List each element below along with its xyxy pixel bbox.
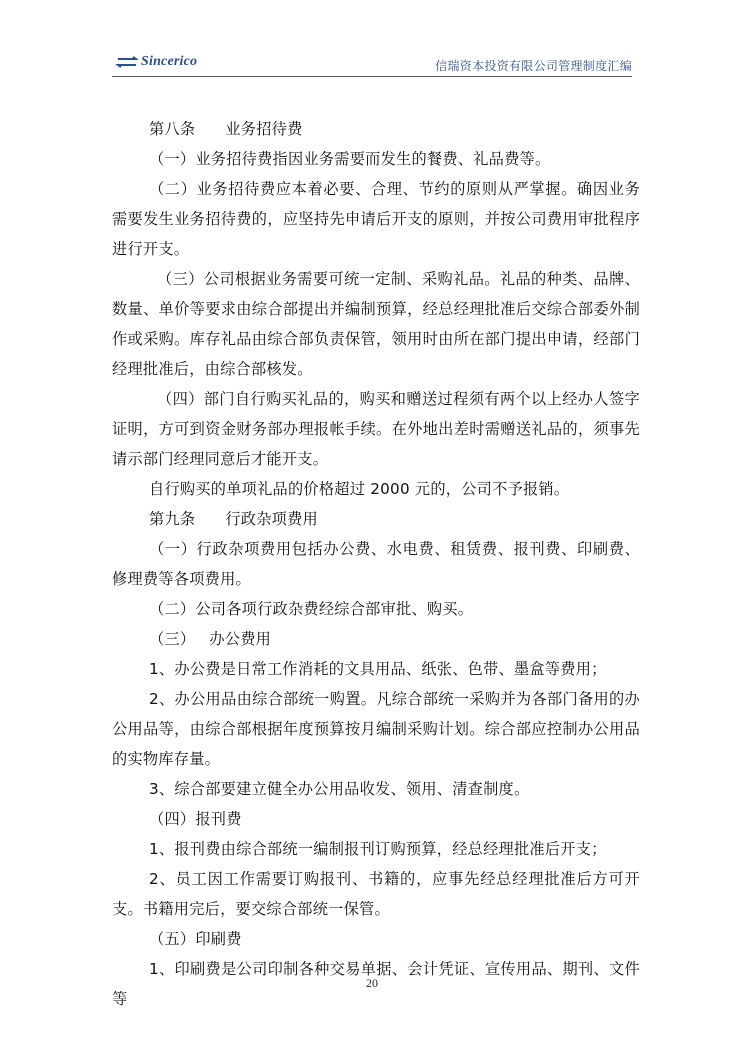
section-5-heading: （五）印刷费 (149, 930, 242, 948)
section-5-item-1: 1、印刷费是公司印制各种交易单据、会计凭证、宣传用品、期刊、文件等 (112, 960, 640, 1008)
article-9-number: 第九条 (149, 510, 196, 528)
sincerico-logo-icon (116, 55, 138, 69)
article-8-title: 业务招待费 (225, 120, 303, 138)
article-9-heading (112, 504, 640, 534)
document-collection-title: 信瑞资本投资有限公司管理制度汇编 (435, 59, 632, 73)
article-8-paragraph-2: （二）业务招待费应本着必要、合理、节约的原则从严掌握。确因业务需要发生业务招待费的，应坚持先申请后开支的原则，并按公司费用审批程序进行开支。 (112, 180, 640, 258)
article-8-paragraph-1: （一）业务招待费指因业务需要而发生的餐费、礼品费等。 (149, 150, 551, 168)
section-3-item-3: 3、综合部要建立健全办公用品收发、领用、清查制度。 (149, 780, 530, 798)
logo-text: Sincerico (141, 54, 198, 69)
section-3-item-1: 1、办公费是日常工作消耗的文具用品、纸张、色带、墨盒等费用； (149, 660, 607, 678)
article-8-paragraph-4: （四）部门自行购买礼品的，购买和赠送过程须有两个以上经办人签字证明，方可到资金财务部办理报帐手续。在外地出差时需赠送礼品的，须事先请示部门经理同意后才能开支。 (112, 390, 640, 468)
document-body (112, 114, 640, 1014)
article-8-number: 第八条 (149, 120, 196, 138)
section-4-heading: （四）报刊费 (149, 810, 242, 828)
page-header (112, 54, 632, 76)
header-divider (112, 76, 632, 77)
article-8-paragraph-3: （三）公司根据业务需要可统一定制、采购礼品。礼品的种类、品牌、数量、单价等要求由综合部提出并编制预算，经总经理批准后交综合部委外制作或采购。库存礼品由综合部负责保管，领用时由所在部门提出申请，经部门经理批准后，由综合部核发。 (112, 270, 640, 378)
section-4-item-2: 2、员工因工作需要订购报刊、书籍的，应事先经总经理批准后方可开支。书籍用完后，要交综合部统一保管。 (112, 870, 640, 918)
section-3-heading (112, 624, 640, 654)
article-8-paragraph-5: 自行购买的单项礼品的价格超过 2000 元的，公司不予报销。 (149, 480, 570, 498)
section-3-item-2: 2、办公用品由综合部统一购置。凡综合部统一采购并为各部门备用的办公用品等，由综合部根据年度预算按月编制采购计划。综合部应控制办公用品的实物库存量。 (112, 690, 640, 768)
company-logo (116, 54, 197, 70)
article-8-heading (112, 114, 640, 144)
article-9-paragraph-2: （二）公司各项行政杂费经综合部审批、购买。 (149, 600, 474, 618)
article-9-title: 行政杂项费用 (225, 510, 318, 528)
section-3-title: 办公费用 (209, 630, 272, 648)
section-3-label: （三） (149, 630, 196, 648)
section-4-item-1: 1、报刊费由综合部统一编制报刊订购预算，经总经理批准后开支； (149, 840, 607, 858)
page-number: 20 (366, 976, 378, 990)
article-9-paragraph-1: （一）行政杂项费用包括办公费、水电费、租赁费、报刊费、印刷费、修理费等各项费用。 (112, 540, 640, 588)
